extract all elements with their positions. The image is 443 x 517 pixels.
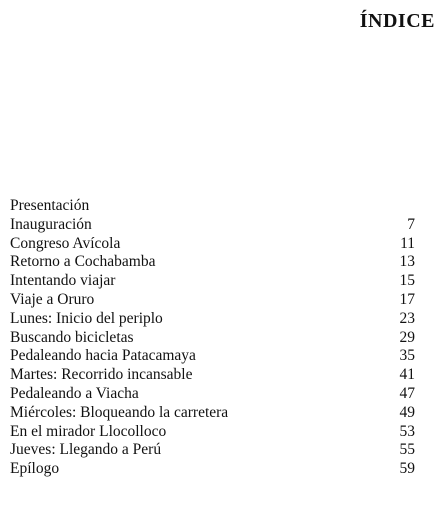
toc-entry <box>10 423 415 442</box>
toc-entry-title: Inauguración <box>10 215 92 233</box>
toc-entry-page: 15 <box>399 272 415 290</box>
toc-entry-page: 17 <box>399 290 415 308</box>
toc-entry-title: Buscando bicicletas <box>10 328 134 346</box>
toc-entry-page: 35 <box>399 347 415 365</box>
toc-entry-title: Martes: Recorrido incansable <box>10 366 193 384</box>
toc-entry-page: 29 <box>399 328 415 346</box>
toc-entry <box>10 347 415 366</box>
toc-entry <box>10 404 415 423</box>
toc-entry-title: Presentación <box>10 197 90 214</box>
toc-entry-page: 47 <box>399 384 415 402</box>
toc-entry <box>10 385 415 404</box>
toc-entry-title: Lunes: Inicio del periplo <box>10 309 163 327</box>
toc-entry <box>10 235 415 254</box>
toc-entry-title: Pedaleando hacia Patacamaya <box>10 347 196 365</box>
toc-entry-title: Congreso Avícola <box>10 234 121 252</box>
toc-entry-page: 55 <box>399 441 415 459</box>
toc-entry <box>10 197 415 216</box>
toc-entry <box>10 216 415 235</box>
toc-entry <box>10 366 415 385</box>
toc-entry-page: 53 <box>399 422 415 440</box>
toc-entry-title: Viaje a Oruro <box>10 290 95 308</box>
toc-entry-page: 11 <box>400 234 415 252</box>
toc-entry <box>10 441 415 460</box>
toc-entry <box>10 291 415 310</box>
toc-entry-page: 13 <box>399 253 415 271</box>
toc-entry-page: 59 <box>399 460 415 478</box>
toc-entry-title: Intentando viajar <box>10 272 116 290</box>
toc-entry <box>10 272 415 291</box>
toc-entry-title: Pedaleando a Viacha <box>10 384 139 402</box>
toc-entry-title: Jueves: Llegando a Perú <box>10 441 162 459</box>
toc-entry <box>10 310 415 329</box>
toc-entry-title: En el mirador Llocolloco <box>10 422 167 440</box>
toc-entry <box>10 460 415 479</box>
toc-entry-page: 7 <box>407 215 415 233</box>
toc-entry-title: Retorno a Cochabamba <box>10 253 156 271</box>
toc-entry-title: Epílogo <box>10 460 60 478</box>
toc-entry-title: Miércoles: Bloqueando la carretera <box>10 403 229 421</box>
toc-entry <box>10 253 415 272</box>
toc-entry-page: 41 <box>399 366 415 384</box>
table-of-contents <box>10 197 415 479</box>
toc-entry-page: 23 <box>399 309 415 327</box>
page-title: ÍNDICE <box>359 10 435 32</box>
toc-entry <box>10 329 415 348</box>
toc-entry-page: 49 <box>399 403 415 421</box>
